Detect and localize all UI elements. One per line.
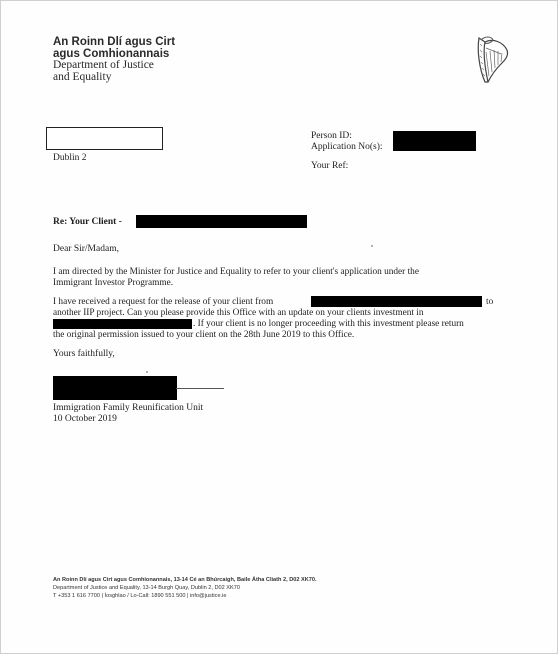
redacted-investment-name	[53, 319, 192, 329]
redacted-project-name	[311, 296, 482, 307]
footer-english-address: Department of Justice and Equality, 13-14 Burgh Quay, Dublin 2, D02 XK70	[53, 585, 240, 591]
salutation: Dear Sir/Madam,	[53, 244, 119, 254]
redacted-client-name	[136, 215, 307, 228]
page-footer	[53, 576, 317, 600]
paragraph2-line1-end: to	[486, 297, 494, 307]
scan-speck	[146, 371, 148, 373]
redacted-signature	[53, 376, 177, 400]
paragraph2-line4: the original permission issued to your client on the 28th June 2019 to this Office.	[53, 330, 355, 340]
harp-icon	[471, 34, 513, 86]
paragraph1-line2: Immigrant Investor Programme.	[53, 278, 174, 288]
recipient-address-box	[46, 127, 163, 150]
subject-line: Re: Your Client -	[53, 217, 122, 227]
recipient-city: Dublin 2	[53, 153, 87, 163]
paragraph2-line1: I have received a request for the release of your client from	[53, 297, 274, 307]
paragraph2-line2: another IIP project. Can you please provide this Office with an update on your clients investment in	[53, 308, 424, 318]
footer-irish-address: An Roinn Dlí agus Cirt agus Comhionannais, 13-14 Cé an Bhúrcaigh, Baile Átha Cliath 2, D02 XK70.	[53, 577, 317, 583]
paragraph2-line3: . If your client is no longer proceeding with this investment please return	[193, 319, 464, 329]
scan-speck	[371, 245, 373, 247]
footer-contact: T +353 1 616 7700 | Íosghlao / Lo-Call: 1890 551 500 | info@justice.ie	[53, 593, 227, 599]
paragraph1-line1: I am directed by the Minister for Justice and Equality to refer to your client's application under the	[53, 267, 419, 277]
english-name-line1: Department of Justice	[53, 59, 154, 71]
redacted-reference	[393, 131, 476, 151]
closing: Yours faithfully,	[53, 349, 115, 359]
department-name-irish	[53, 36, 175, 60]
application-number-label: Application No(s):	[311, 142, 383, 152]
irish-name-line2: agus Comhionannais	[53, 48, 170, 60]
department-name-english	[53, 59, 154, 83]
your-ref-label: Your Ref:	[311, 161, 349, 171]
irish-name-line1: An Roinn Dlí agus Cirt	[53, 36, 176, 48]
letter-date: 10 October 2019	[53, 414, 117, 424]
unit-name: Immigration Family Reunification Unit	[53, 403, 204, 413]
person-id-label: Person ID:	[311, 131, 352, 141]
english-name-line2: and Equality	[53, 71, 112, 83]
signature-line	[176, 388, 224, 389]
